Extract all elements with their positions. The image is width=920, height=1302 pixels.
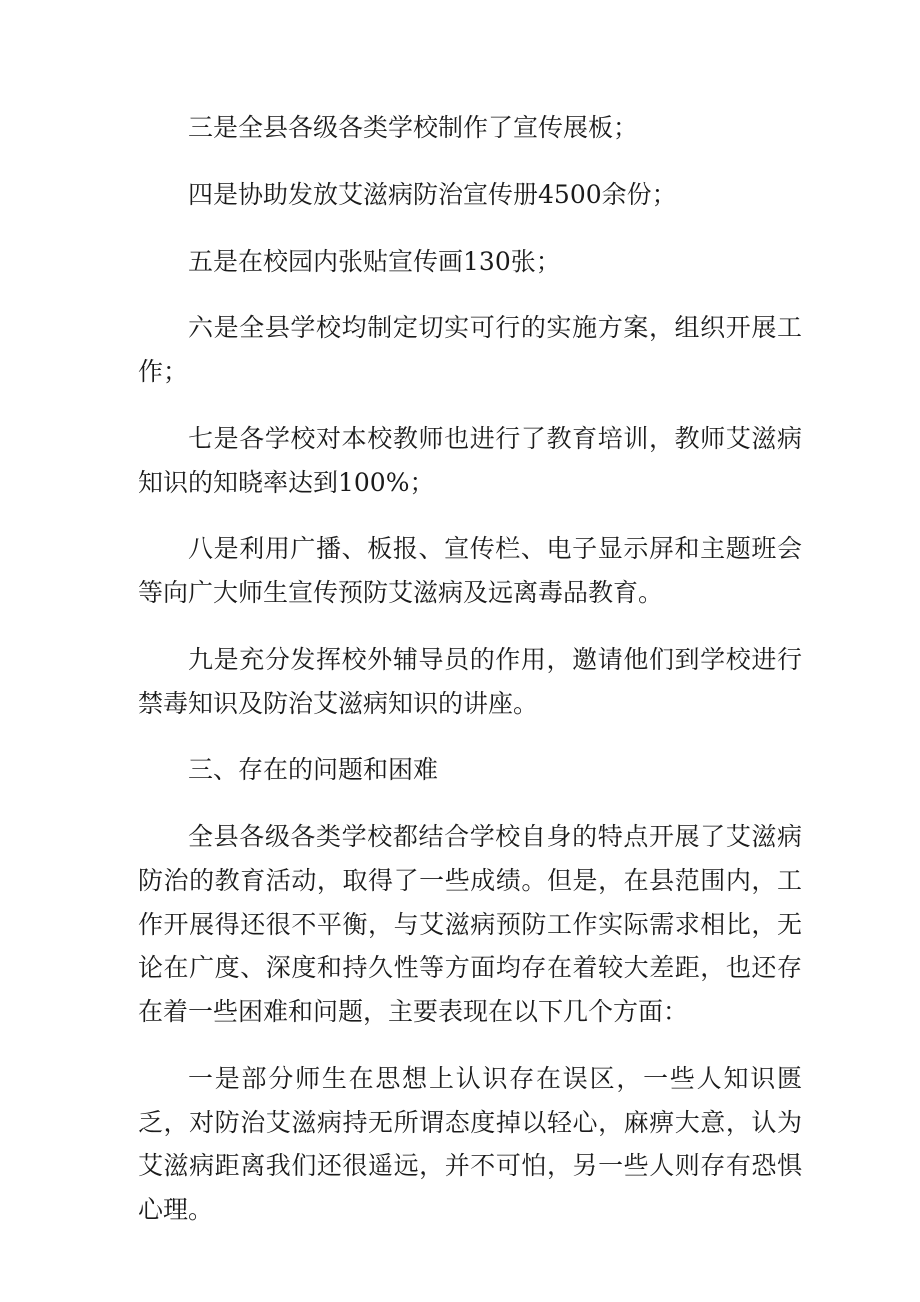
paragraph-item-6: 六是全县学校均制定切实可行的实施方案，组织开展工作；: [138, 313, 802, 386]
paragraph-item-9: 九是充分发挥校外辅导员的作用，邀请他们到学校进行禁毒知识及防治艾滋病知识的讲座。: [138, 644, 802, 718]
paragraph-item-3: 三是全县各级各类学校制作了宣传展板；: [188, 113, 639, 142]
paragraph-item-7: 七是各学校对本校教师也进行了教育培训，教师艾滋病知识的知晓率达到100%；: [138, 423, 802, 497]
paragraph-item-5: 五是在校园内张贴宣传画130张；: [188, 246, 561, 276]
paragraph-item-4: 四是协助发放艾滋病防治宣传册4500余份；: [188, 179, 677, 209]
paragraph-problem-1: 一是部分师生在思想上认识存在误区，一些人知识匮乏，对防治艾滋病持无所谓态度掉以轻心，麻痹大意，认为艾滋病距离我们还很遥远，并不可怕，另一些人则存有恐惧心理。: [138, 1063, 802, 1224]
section-heading: 三、存在的问题和困难: [188, 755, 439, 785]
paragraph-overview: 全县各级各类学校都结合学校自身的特点开展了艾滋病防治的教育活动，取得了一些成绩。但是，在县范围内，工作开展得还很不平衡，与艾滋病预防工作实际需求相比，无论在广度、深度和持久性等方面均存在着较大差距，也还存在着一些困难和问题，主要表现在以下几个方面：: [138, 822, 802, 1026]
document-body: [138, 106, 802, 1255]
paragraph-item-8: 八是利用广播、板报、宣传栏、电子显示屏和主题班会等向广大师生宣传预防艾滋病及远离毒品教育。: [138, 534, 802, 607]
